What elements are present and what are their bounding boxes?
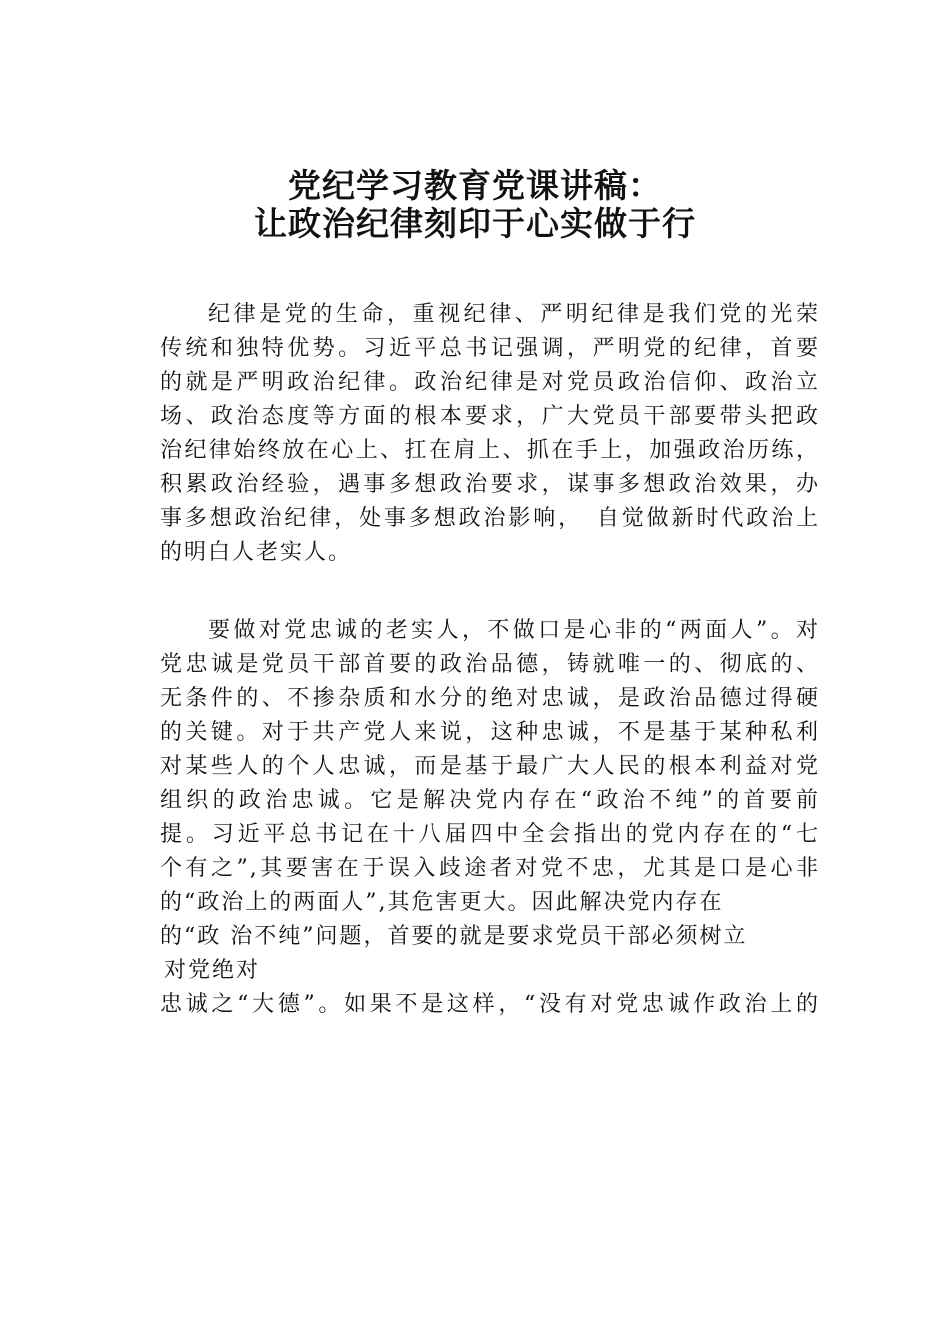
paragraph-2-line: 党忠诚是党员干部首要的政治品德，铸就唯一的、彻底的、 — [160, 652, 820, 677]
paragraph-1-line: 场、政治态度等方面的根本要求，广大党员干部要带头把政 — [160, 404, 820, 429]
paragraph-1-line: 的明白人老实人。 — [160, 540, 353, 565]
paragraph-2-line: 无条件的、不掺杂质和水分的绝对忠诚，是政治品德过得硬 — [160, 686, 820, 711]
paragraph-1 — [160, 298, 820, 570]
paragraph-2-line: 的“政 治不纯”问题，首要的就是要求党员干部必须树立 — [160, 924, 748, 949]
paragraph-1-line: 治纪律始终放在心上、扛在肩上、抓在手上，加强政治历练， — [160, 438, 820, 463]
paragraph-2-line: 个有之”,其要害在于误入歧途者对党不忠，尤其是口是心非 — [160, 856, 820, 881]
document-title-line-2: 让政治纪律刻印于心实做于行 — [254, 204, 696, 243]
paragraph-2-line: 的关键。对于共产党人来说，这种忠诚，不是基于某种私利 — [160, 720, 820, 745]
paragraph-1-line: 纪律是党的生命，重视纪律、严明纪律是我们党的光荣 — [208, 302, 820, 327]
paragraph-2-line: 提。习近平总书记在十八届四中全会指出的党内存在的“七 — [160, 822, 820, 847]
paragraph-2-line: 组织的政治忠诚。它是解决党内存在“政治不纯”的首要前 — [160, 788, 820, 813]
paragraph-2-line: 对党绝对 — [164, 958, 261, 983]
paragraph-2-line: 要做对党忠诚的老实人，不做口是心非的“两面人”。对 — [208, 618, 820, 643]
paragraph-2 — [160, 614, 820, 1022]
paragraph-1-line: 的就是严明政治纪律。政治纪律是对党员政治信仰、政治立 — [160, 370, 820, 395]
paragraph-2-line: 对某些人的个人忠诚，而是基于最广大人民的根本利益对党 — [160, 754, 820, 779]
paragraph-2-line: 的“政治上的两面人”,其危害更大。因此解决党内存在 — [160, 890, 724, 915]
document-title-line-1: 党纪学习教育党课讲稿： — [288, 166, 662, 205]
paragraph-2-line: 忠诚之“大德”。如果不是这样，“没有对党忠诚作政治上的 — [160, 992, 820, 1017]
paragraph-1-line: 积累政治经验，遇事多想政治要求，谋事多想政治效果，办 — [160, 472, 820, 497]
paragraph-1-line: 事多想政治纪律，处事多想政治影响， 自觉做新时代政治上 — [160, 506, 820, 531]
paragraph-1-line: 传统和独特优势。习近平总书记强调，严明党的纪律，首要 — [160, 336, 820, 361]
